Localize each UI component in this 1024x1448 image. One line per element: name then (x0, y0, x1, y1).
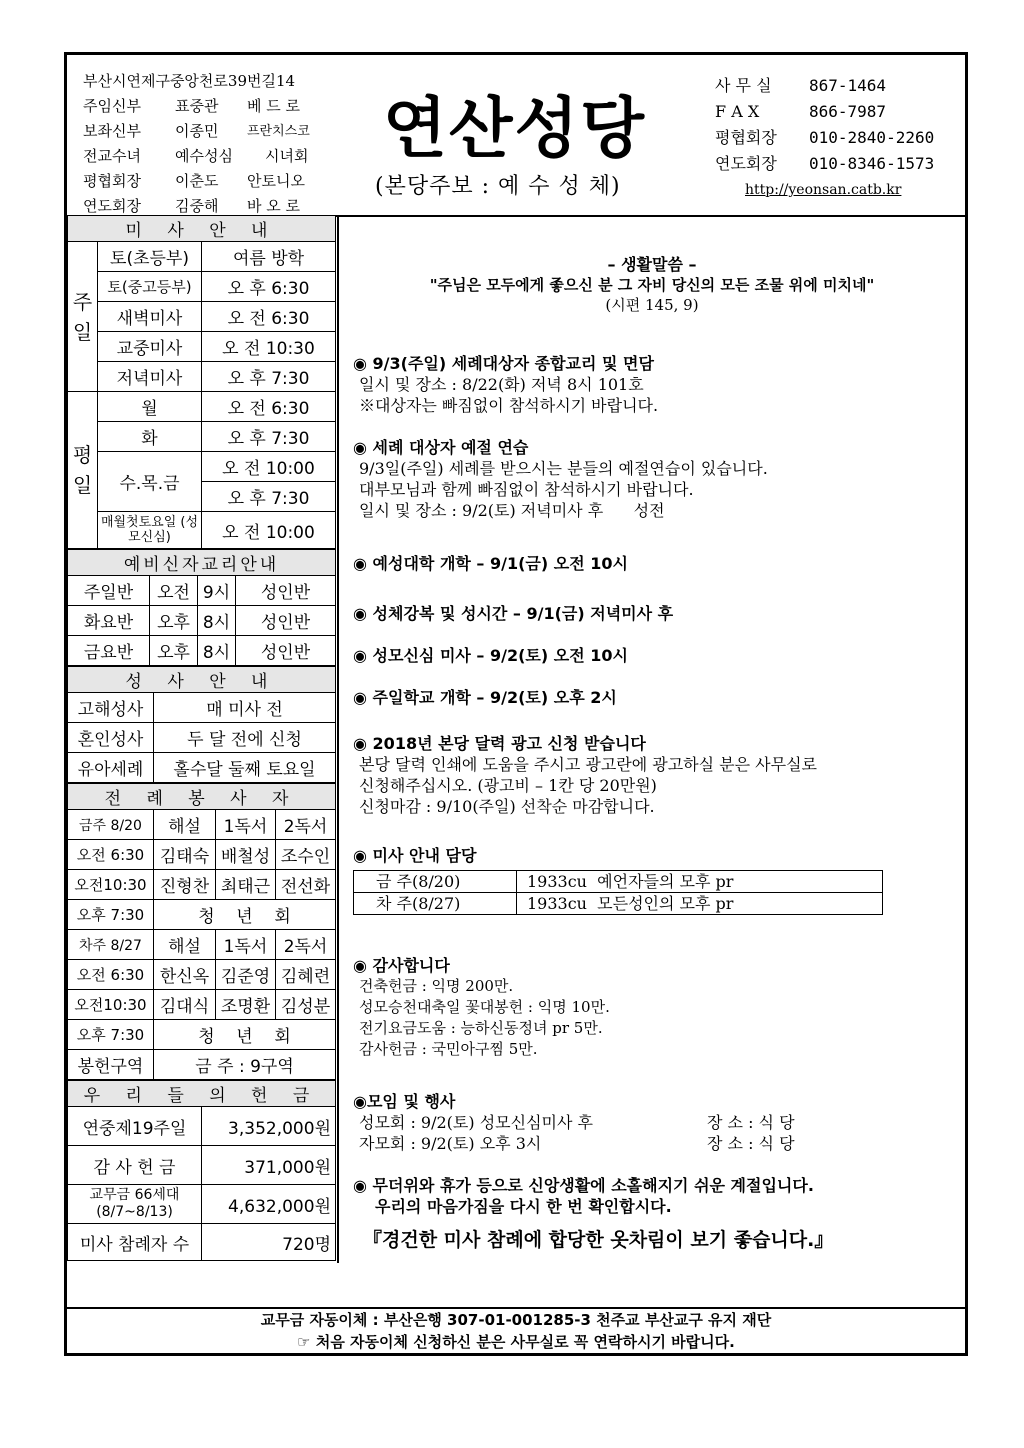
bullet-icon: ◉ (353, 354, 367, 373)
staff-row: 연도회장 김중해 바 오 로 (83, 197, 301, 215)
closing-section: ◉ 무더위와 휴가 등으로 신앙생활에 소홀해지기 쉬운 계절입니다. 우리의 마음가짐을 다시 한 번 확인합시다. 『경건한 미사 참례에 합당한 옷차림이 보기 좋습니다.』 (353, 1176, 834, 1251)
offering-label: 감 사 헌 금 (68, 1146, 202, 1185)
word-quote: "주님은 모두에게 좋으신 분 그 자비 당신의 모든 조물 위에 미치네" (429, 276, 875, 294)
sunday-label: 주일 (68, 242, 98, 392)
bullet-icon: ◉ (353, 1092, 367, 1111)
mass-name: 토(초등부) (98, 242, 202, 272)
auto-transfer-note: ☞ 처음 자동이체 신청하신 분은 사무실로 꼭 연락하시기 바랍니다. (297, 1333, 735, 1351)
word-of-life (339, 255, 965, 315)
mass-schedule-table (67, 215, 336, 549)
mass-time: 오 후 7:30 (202, 482, 336, 512)
mass-time: 여름 방학 (202, 242, 336, 272)
bulletin-page (64, 52, 968, 1356)
notice-item: ◉ 예성대학 개학 – 9/1(금) 오전 10시 (353, 554, 628, 573)
contact-info (715, 73, 934, 203)
contact-row: F A X 866-7987 (715, 102, 887, 121)
bulletin-footer (67, 1307, 965, 1355)
contact-row: 평협회장 010-2840-2260 (715, 128, 935, 147)
sacrament-desc: 홀수달 둘째 토요일 (154, 753, 336, 783)
staff-row: 주임신부 표중관 베 드 로 (83, 97, 301, 115)
word-title: – 생활말씀 – (607, 255, 697, 274)
class-name: 금요반 (68, 636, 150, 666)
bullet-icon: ◉ (353, 846, 367, 865)
parish-address: 부산시연제구중앙천로39번길14 (83, 72, 296, 90)
mass-name: 월 (98, 392, 202, 422)
offering-table (67, 1080, 336, 1261)
offering-amount: 371,000원 (202, 1146, 336, 1185)
sacrament-name: 고해성사 (68, 693, 154, 723)
notice-item: ◉ 세례 대상자 예절 연습 9/3일(주일) 세례를 받으시는 분들의 예절연습이 있습니다. 대부모님과 함께 빠짐없이 참석하시기 바랍니다. 일시 및 장소 : 9/2(토) 저녁미사 후 성전 (353, 438, 768, 520)
mass-name: 토(중고등부) (98, 272, 202, 302)
offering-amount: 4,632,000원 (202, 1185, 336, 1224)
sacrament-name: 유아세례 (68, 753, 154, 783)
bullet-icon: ◉ (353, 1176, 367, 1195)
offering-label: 미사 참례자 수 (68, 1224, 202, 1261)
sacrament-table (67, 666, 336, 783)
mass-name: 매월첫토요일 (성모신심) (98, 512, 202, 549)
mass-name: 수.목.금 (98, 452, 202, 512)
section-title: 미 사 안 내 (68, 216, 336, 242)
mass-duty-table: 금 주(8/20) 1933cu 예언자들의 모후 pr 차 주(8/27) 1933cu 모든성인의 모후 pr (353, 870, 883, 915)
bullet-icon: ◉ (353, 646, 367, 665)
left-sidebar (67, 215, 339, 1263)
word-reference: (시편 145, 9) (605, 296, 699, 314)
thanks-section: ◉ 감사합니다 건축헌금 : 익명 200만. 성모승천대축일 꽃대봉헌 : 익명 10만. 전기요금도움 : 능하신동정녀 pr 5만. 감사헌금 : 국민아구찜 5만. (353, 956, 610, 1058)
section-title: 전 례 봉 사 자 (68, 784, 336, 810)
parish-info (83, 69, 385, 219)
section-title: 우 리 들 의 헌 금 (68, 1081, 336, 1107)
main-content (339, 215, 965, 1263)
notice-item: ◉ 성모신심 미사 – 9/2(토) 오전 10시 (353, 646, 628, 665)
mass-time: 오 전 6:30 (202, 302, 336, 332)
mass-time: 오 후 6:30 (202, 272, 336, 302)
bullet-icon: ◉ (353, 688, 367, 707)
catechumen-table: 예비신자교리안내 주일반 오전 9시 성인반 화요반 오후 8시 성인반 금요반 오후 8시 성인반 (67, 549, 336, 666)
bulletin-header (67, 55, 965, 217)
mass-name: 새벽미사 (98, 302, 202, 332)
bulletin-title: 연산성당 (383, 90, 647, 167)
mass-name: 화 (98, 422, 202, 452)
notice-item: ◉ 2018년 본당 달력 광고 신청 받습니다 본당 달력 인쇄에 도움을 주시고 광고란에 광고하실 분은 사무실로 신청해주십시오. (광고비 – 1칸 당 20만원) 신청마감 : 9/10(주일) 선착순 마감합니다. (353, 734, 818, 816)
mass-name: 저녁미사 (98, 362, 202, 392)
liturgy-table: 전 례 봉 사 자 금주 8/20 해설 1독서 2독서 오전 6:30 김태숙 배철성 조수인 오전10:30 진형찬 최태근 전선화 오후 7:30 청 년 회 차주 8/27 해설 1독서 2독서 오전 6:30 한신옥 김준영 김혜련 오전10:30 김대식 조명환 김성분 오후 7:30 청 년 회 봉헌구역 금 주 : 9구역 (67, 783, 336, 1080)
offering-label: 교무금 66세대 (8/7~8/13) (68, 1185, 202, 1224)
offering-amount: 3,352,000원 (202, 1107, 336, 1146)
notice-item: ◉ 주일학교 개학 – 9/2(토) 오후 2시 (353, 688, 617, 707)
sacrament-desc: 두 달 전에 신청 (154, 723, 336, 753)
offering-label: 연중제19주일 (68, 1107, 202, 1146)
mass-time: 오 전 10:00 (202, 452, 336, 482)
notice-item: ◉ 9/3(주일) 세례대상자 종합교리 및 면담 일시 및 장소 : 8/22(화) 저녁 8시 101호 ※대상자는 빠짐없이 참석하시기 바랍니다. (353, 354, 659, 415)
auto-transfer-info: 교무금 자동이체 : 부산은행 307-01-001285-3 천주교 부산교구 유지 재단 (260, 1311, 772, 1329)
section-title: 예비신자교리안내 (68, 550, 336, 576)
staff-row: 평협회장 이춘도 안토니오 (83, 172, 305, 190)
bullet-icon: ◉ (353, 604, 367, 623)
sacrament-desc: 매 미사 전 (154, 693, 336, 723)
closing-emphasis: 『경건한 미사 참례에 합당한 옷차림이 보기 좋습니다.』 (363, 1229, 834, 1251)
meetings-section: ◉모임 및 행사 성모회 : 9/2(토) 성모신심미사 후 장 소 : 식 당 자모회 : 9/2(토) 오후 3시 장 소 : 식 당 (353, 1092, 795, 1153)
mass-duty-section: ◉ 미사 안내 담당 금 주(8/20) 1933cu 예언자들의 모후 pr 차 주(8/27) 1933cu 모든성인의 모후 pr (353, 845, 883, 915)
staff-row: 보좌신부 이종민 프란치스코 (83, 122, 310, 140)
bullet-icon: ◉ (353, 438, 367, 457)
offering-amount: 720명 (202, 1224, 336, 1261)
mass-time: 오 전 10:30 (202, 332, 336, 362)
bullet-icon: ◉ (353, 734, 367, 753)
mass-time: 오 후 7:30 (202, 422, 336, 452)
bullet-icon: ◉ (353, 956, 367, 975)
sacrament-name: 혼인성사 (68, 723, 154, 753)
contact-row: 사 무 실 867-1464 (715, 76, 887, 95)
class-name: 화요반 (68, 606, 150, 636)
mass-name: 교중미사 (98, 332, 202, 362)
mass-time: 오 후 7:30 (202, 362, 336, 392)
weekday-label: 평일 (68, 392, 98, 549)
notice-item: ◉ 성체강복 및 성시간 – 9/1(금) 저녁미사 후 (353, 604, 674, 623)
bulletin-subtitle: (본당주보 : 예 수 성 체) (375, 174, 621, 199)
staff-row: 전교수녀 예수성심 시녀회 (83, 147, 309, 165)
contact-row: 연도회장 010-8346-1573 (715, 154, 935, 173)
class-name: 주일반 (68, 576, 150, 606)
mass-time: 오 전 10:00 (202, 512, 336, 549)
section-title: 성 사 안 내 (68, 667, 336, 693)
mass-time: 오 전 6:30 (202, 392, 336, 422)
parish-website-link[interactable]: http://yeonsan.catb.kr (745, 182, 902, 198)
bullet-icon: ◉ (353, 554, 367, 573)
